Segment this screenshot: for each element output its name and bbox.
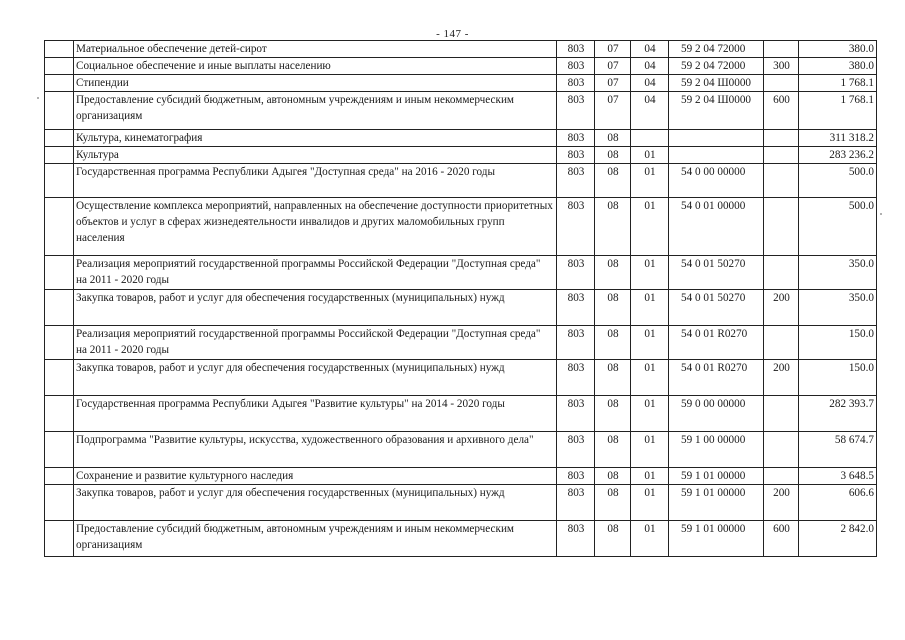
table-row	[45, 468, 877, 485]
blank-cell	[45, 468, 74, 485]
subsection-code: 01	[631, 360, 669, 396]
blank-cell	[45, 58, 74, 75]
item-name: Закупка товаров, работ и услуг для обеспечения государственных (муниципальных) нужд	[74, 485, 557, 521]
expense-type-code	[764, 164, 799, 198]
expense-type-code: 600	[764, 92, 799, 130]
target-article-code: 59 2 04 Ш0000	[669, 92, 764, 130]
ved-code: 803	[557, 468, 595, 485]
amount: 350.0	[799, 290, 877, 326]
target-article-code: 54 0 01 00000	[669, 198, 764, 256]
item-name: Культура, кинематография	[74, 130, 557, 147]
expense-type-code: 200	[764, 485, 799, 521]
blank-cell	[45, 164, 74, 198]
section-code: 08	[595, 164, 631, 198]
amount: 150.0	[799, 360, 877, 396]
target-article-code	[669, 147, 764, 164]
ved-code: 803	[557, 290, 595, 326]
section-code: 07	[595, 75, 631, 92]
subsection-code: 04	[631, 75, 669, 92]
target-article-code: 59 2 04 Ш0000	[669, 75, 764, 92]
blank-cell	[45, 485, 74, 521]
expense-type-code	[764, 75, 799, 92]
section-code: 08	[595, 326, 631, 360]
table-row	[45, 92, 877, 130]
target-article-code: 54 0 00 00000	[669, 164, 764, 198]
subsection-code: 01	[631, 468, 669, 485]
item-name: Закупка товаров, работ и услуг для обеспечения государственных (муниципальных) нужд	[74, 290, 557, 326]
blank-cell	[45, 396, 74, 432]
blank-cell	[45, 290, 74, 326]
amount: 380.0	[799, 58, 877, 75]
expense-type-code	[764, 256, 799, 290]
blank-cell	[45, 41, 74, 58]
ved-code: 803	[557, 164, 595, 198]
target-article-code	[669, 130, 764, 147]
ved-code: 803	[557, 521, 595, 557]
section-code: 08	[595, 521, 631, 557]
item-name: Сохранение и развитие культурного наследия	[74, 468, 557, 485]
amount: 350.0	[799, 256, 877, 290]
amount: 606.6	[799, 485, 877, 521]
target-article-code: 54 0 01 50270	[669, 290, 764, 326]
blank-cell	[45, 256, 74, 290]
blank-cell	[45, 521, 74, 557]
item-name: Реализация мероприятий государственной программы Российской Федерации "Доступная среда" на 2011 - 2020 годы	[74, 326, 557, 360]
table-row	[45, 41, 877, 58]
amount: 150.0	[799, 326, 877, 360]
blank-cell	[45, 432, 74, 468]
table-row	[45, 432, 877, 468]
subsection-code: 01	[631, 521, 669, 557]
table-row	[45, 147, 877, 164]
section-code: 08	[595, 147, 631, 164]
amount: 283 236.2	[799, 147, 877, 164]
subsection-code: 01	[631, 396, 669, 432]
table-row	[45, 198, 877, 256]
subsection-code: 01	[631, 326, 669, 360]
blank-cell	[45, 130, 74, 147]
target-article-code: 59 1 01 00000	[669, 521, 764, 557]
table-row	[45, 75, 877, 92]
table-row	[45, 396, 877, 432]
amount: 380.0	[799, 41, 877, 58]
expense-type-code	[764, 468, 799, 485]
section-code: 08	[595, 360, 631, 396]
amount: 500.0	[799, 198, 877, 256]
budget-table	[44, 40, 877, 557]
section-code: 08	[595, 256, 631, 290]
ved-code: 803	[557, 41, 595, 58]
target-article-code: 59 0 00 00000	[669, 396, 764, 432]
subsection-code: 01	[631, 256, 669, 290]
target-article-code: 54 0 01 R0270	[669, 326, 764, 360]
item-name: Осуществление комплекса мероприятий, направленных на обеспечение доступности приоритетных объектов и услуг в сферах жизнедеятельности инвалидов и других маломобильных групп населения	[74, 198, 557, 256]
section-code: 07	[595, 41, 631, 58]
item-name: Государственная программа Республики Адыгея "Доступная среда" на 2016 - 2020 годы	[74, 164, 557, 198]
section-code: 08	[595, 468, 631, 485]
subsection-code	[631, 130, 669, 147]
target-article-code: 59 2 04 72000	[669, 58, 764, 75]
item-name: Предоставление субсидий бюджетным, автономным учреждениям и иным некоммерческим организациям	[74, 521, 557, 557]
amount: 2 842.0	[799, 521, 877, 557]
amount: 1 768.1	[799, 92, 877, 130]
page-number: - 147 -	[436, 28, 469, 40]
item-name: Закупка товаров, работ и услуг для обеспечения государственных (муниципальных) нужд	[74, 360, 557, 396]
ved-code: 803	[557, 396, 595, 432]
expense-type-code: 200	[764, 290, 799, 326]
target-article-code: 54 0 01 50270	[669, 256, 764, 290]
amount: 3 648.5	[799, 468, 877, 485]
ved-code: 803	[557, 92, 595, 130]
section-code: 08	[595, 198, 631, 256]
subsection-code: 01	[631, 290, 669, 326]
table-row	[45, 485, 877, 521]
target-article-code: 59 1 00 00000	[669, 432, 764, 468]
expense-type-code	[764, 198, 799, 256]
section-code: 07	[595, 58, 631, 75]
expense-type-code	[764, 432, 799, 468]
item-name: Предоставление субсидий бюджетным, автономным учреждениям и иным некоммерческим организациям	[74, 92, 557, 130]
item-name: Подпрограмма "Развитие культуры, искусства, художественного образования и архивного дела"	[74, 432, 557, 468]
expense-type-code	[764, 147, 799, 164]
item-name: Государственная программа Республики Адыгея "Развитие культуры" на 2014 - 2020 годы	[74, 396, 557, 432]
subsection-code: 01	[631, 432, 669, 468]
table-row	[45, 130, 877, 147]
expense-type-code: 600	[764, 521, 799, 557]
table-row	[45, 58, 877, 75]
expense-type-code	[764, 130, 799, 147]
table-row	[45, 256, 877, 290]
item-name: Стипендии	[74, 75, 557, 92]
scan-speck	[37, 97, 39, 99]
section-code: 07	[595, 92, 631, 130]
subsection-code: 04	[631, 58, 669, 75]
section-code: 08	[595, 432, 631, 468]
blank-cell	[45, 147, 74, 164]
target-article-code: 59 1 01 00000	[669, 485, 764, 521]
blank-cell	[45, 326, 74, 360]
ved-code: 803	[557, 147, 595, 164]
scan-speck	[880, 213, 882, 215]
target-article-code: 59 1 01 00000	[669, 468, 764, 485]
blank-cell	[45, 198, 74, 256]
table-row	[45, 326, 877, 360]
expense-type-code: 300	[764, 58, 799, 75]
subsection-code: 04	[631, 92, 669, 130]
blank-cell	[45, 92, 74, 130]
subsection-code: 01	[631, 147, 669, 164]
ved-code: 803	[557, 75, 595, 92]
subsection-code: 01	[631, 164, 669, 198]
table-row	[45, 360, 877, 396]
subsection-code: 01	[631, 198, 669, 256]
ved-code: 803	[557, 130, 595, 147]
table-row	[45, 290, 877, 326]
table-row	[45, 164, 877, 198]
subsection-code: 01	[631, 485, 669, 521]
ved-code: 803	[557, 198, 595, 256]
item-name: Социальное обеспечение и иные выплаты населению	[74, 58, 557, 75]
ved-code: 803	[557, 326, 595, 360]
amount: 500.0	[799, 164, 877, 198]
amount: 311 318.2	[799, 130, 877, 147]
ved-code: 803	[557, 58, 595, 75]
section-code: 08	[595, 130, 631, 147]
blank-cell	[45, 360, 74, 396]
section-code: 08	[595, 485, 631, 521]
section-code: 08	[595, 396, 631, 432]
ved-code: 803	[557, 432, 595, 468]
ved-code: 803	[557, 485, 595, 521]
expense-type-code	[764, 326, 799, 360]
item-name: Реализация мероприятий государственной программы Российской Федерации "Доступная среда" на 2011 - 2020 годы	[74, 256, 557, 290]
amount: 58 674.7	[799, 432, 877, 468]
ved-code: 803	[557, 360, 595, 396]
amount: 282 393.7	[799, 396, 877, 432]
blank-cell	[45, 75, 74, 92]
expense-type-code	[764, 396, 799, 432]
target-article-code: 59 2 04 72000	[669, 41, 764, 58]
expense-type-code	[764, 41, 799, 58]
expense-type-code: 200	[764, 360, 799, 396]
item-name: Культура	[74, 147, 557, 164]
table-row	[45, 521, 877, 557]
amount: 1 768.1	[799, 75, 877, 92]
ved-code: 803	[557, 256, 595, 290]
section-code: 08	[595, 290, 631, 326]
item-name: Материальное обеспечение детей-сирот	[74, 41, 557, 58]
target-article-code: 54 0 01 R0270	[669, 360, 764, 396]
subsection-code: 04	[631, 41, 669, 58]
